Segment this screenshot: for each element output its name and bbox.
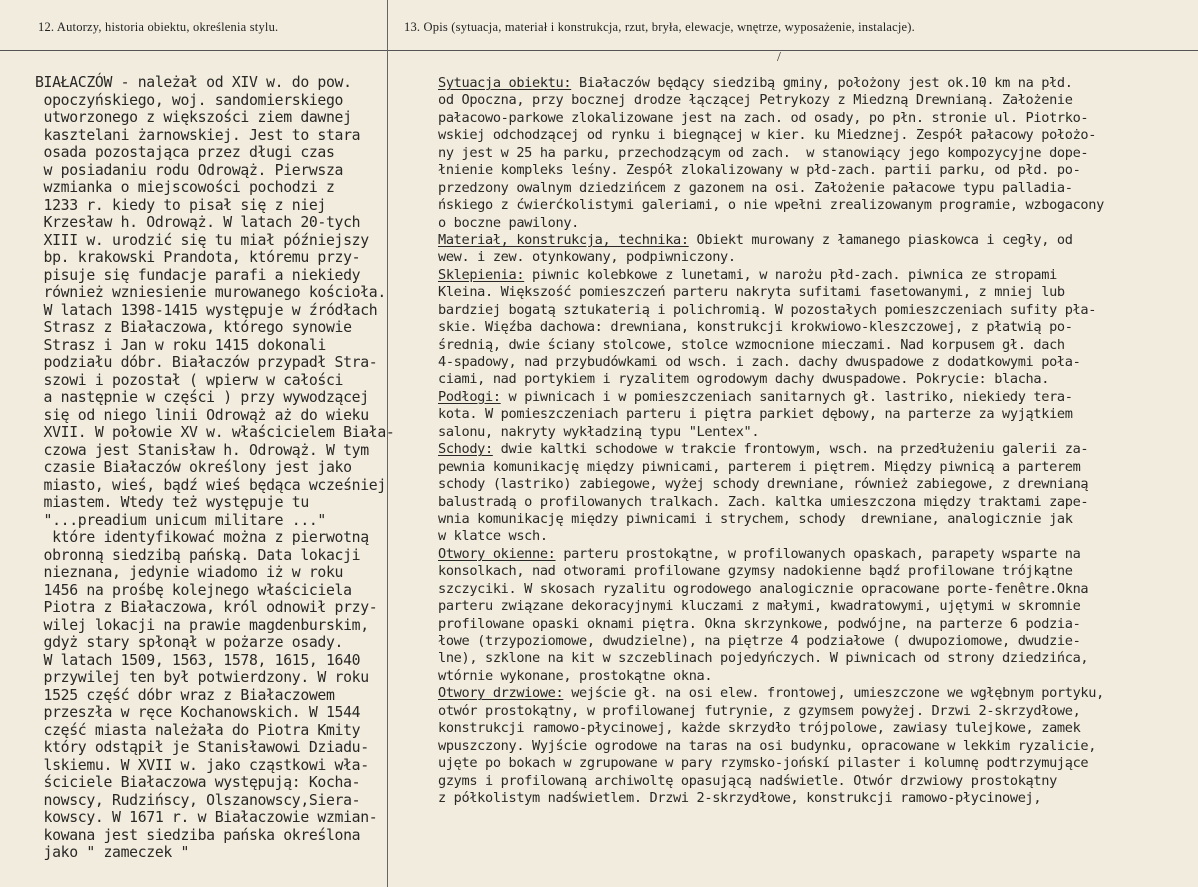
description-text: bardziej bogatą sztukaterią i polichromią. W pozostałych pomieszczeniach sufity pła- [438,301,1097,318]
description-text: w piwnicach i w pomieszczeniach sanitarnych gł. lastriko, niekiedy tera- [500,388,1073,405]
description-line [438,232,1104,249]
history-line: osada pozostająca przez długi czas [35,144,335,161]
description-text: wpuszczony. Wyjście ogrodowe na taras na osi budynku, opracowane w lekkim ryzalicie, [438,737,1097,754]
description-text: łowe (trzypoziomowe, dwudzielne), na piętrze 4 podziałowe ( dwupoziomowe, dwudzie- [438,633,1081,649]
description-text: otwór prostokątny, w profilowanej futrynie, z gzymsem powyżej. Drzwi 2-skrzydłowe, [438,702,1081,719]
history-line: 1456 na prośbę kolejnego właściciela [35,581,352,599]
history-line: pisuje się fundacje parafi a niekiedy [35,266,361,284]
description-line [438,424,1104,441]
description-text: w klatce wsch. [438,528,548,545]
history-column [35,74,394,862]
description-line [438,738,1104,755]
description-text: ciami, nad portykiem i ryzalitem ogrodowym dachy dwuspadowe. Pokrycie: blacha. [438,371,1050,388]
history-line: ściciele Białaczowa występują: Kocha- [35,774,361,791]
description-line [438,511,1104,528]
section-13-heading: 13. Opis (sytuacja, materiał i konstrukcja, rzut, bryła, elewacje, wnętrze, wyposażenie, instalacje). [404,20,915,34]
section-subheading: Schody: [438,441,493,458]
description-text: szczyciki. W skosach ryzalitu ogrodowego analogicznie opracowane porte-fenêtre.Okna [438,580,1089,597]
description-text: skie. Więźba dachowa: drewniana, konstrukcji krokwiowo-kleszczowej, z płatwią po- [438,319,1073,336]
description-line [438,197,1104,214]
history-line: który odstąpił je Stanisławowi Dziadu- [35,739,369,756]
description-text: konsolkach, nad otworami profilowane gzymsy nadokienne bądź profilowane trójkątne [438,563,1073,580]
history-line: które identyfikować można z pierwotną [35,529,369,546]
description-line [438,546,1104,563]
description-text: ny jest w 25 ha parku, przechodzącym od zach. w stanowiący jego kompozycyjne dope- [438,144,1089,161]
description-line [438,650,1104,667]
history-line: 1525 część dóbr wraz z Białaczowem [35,686,335,704]
description-column [438,75,1104,807]
description-line [438,215,1104,232]
history-line: szowi i pozostał ( wpierw w całości [35,371,344,389]
history-line: czowa jest Stanisław h. Odrowąż. W tym [35,441,369,459]
description-text: wskiej odchodzącej od rynku i biegnącej w kier. ku Miedznej. Zespół pałacowy położo- [438,127,1097,144]
description-text: średnią, dwie ściany stolcowe, stolce wzmocnione mieczami. Nad korpusem gł. dach [438,336,1065,353]
section-subheading: Sytuacja obiektu: [438,75,572,91]
section-12-heading: 12. Autorzy, historia obiektu, określenia stylu. [38,20,279,34]
history-line: XIII w. urodzić się tu miał późniejszy [35,231,369,249]
history-line: miastem. Wtedy też występuje tu [35,494,309,511]
description-line [438,685,1104,702]
description-text: balustradą o profilowanych tralkach. Zach. kaltka umieszczona między traktami zape- [438,493,1089,510]
description-line [438,110,1104,127]
description-line [438,459,1104,476]
history-line: kowscy. W 1671 r. w Białaczowie wzmian- [35,809,378,826]
history-line: się od niego linii Odrowąż aż do wieku [35,406,369,424]
description-text: konstrukcji ramowo-płycinowej, każde skrzydło trójpolowe, zawiasy tulejkowe, zamek [438,720,1081,737]
description-text: przedzony owalnym dziedzińcem z gazonem na osi. Założenie pałacowe typu palladia- [438,179,1073,196]
description-line [438,598,1104,615]
description-text: lne), szklone na kit w szczeblinach pojedyńczych. W piwnicach od strony dziedzińca, [438,650,1089,667]
description-line [438,773,1104,790]
description-text: dwie kaltki schodowe w trakcie frontowym, wsch. na przedłużeniu galerii za- [492,441,1089,458]
description-line [438,581,1104,598]
description-text: parteru prostokątne, w profilowanych opaskach, parapety wsparte na [555,545,1081,562]
description-line [438,162,1104,179]
history-line: kowana jest siedziba pańska określona [35,826,361,844]
description-line [438,302,1104,319]
history-line: "...preadium unicum militare ..." [35,511,326,529]
description-text: kota. W pomieszczeniach parteru i piętra parkiet dębowy, na parterze za wyjątkiem [438,406,1073,423]
description-line [438,354,1104,371]
description-line [438,145,1104,162]
history-line: nowscy, Rudzińscy, Olszanowscy,Siera- [35,791,361,809]
history-line: W latach 1398-1415 występuje w źródłach [35,301,378,319]
description-line [438,441,1104,458]
description-line [438,720,1104,737]
description-line [438,406,1104,423]
history-line: podziału dóbr. Białaczów przypadł Stra- [35,354,378,371]
description-text: 4-spadowy, nad przybudówkami od wsch. i zach. dachy dwuspadowe z dodatkowymi poła- [438,354,1081,370]
description-text: parteru związane dekoracyjnymi kluczami z małymi, kwadratowymi, ujętymi w skromnie [438,598,1081,615]
description-line [438,267,1104,284]
history-line: przeszła w ręce Kochanowskich. W 1544 [35,704,361,721]
description-text: schody (lastriko) zabiegowe, wyżej schody drewniane, również zabiegowe, z drewnianą [438,476,1089,493]
description-line [438,180,1104,197]
history-line: BIAŁACZÓW - należał od XIV w. do pow. [35,74,352,91]
description-text: z półkolistym nadświetlem. Drzwi 2-skrzydłowe, konstrukcji ramowo-płycinowej, [438,789,1042,806]
description-text: piwnic kolebkowe z lunetami, w narożu płd-zach. piwnica ze stropami [524,266,1057,283]
description-text: pewnia komunikację między piwnicami, parterem i piętrem. Między piwnicą a parterem [438,458,1081,475]
description-line [438,371,1104,388]
description-line [438,755,1104,772]
description-text: wejście gł. na osi elew. frontowej, umieszczone we wgłębnym portyku, [563,685,1104,702]
description-line [438,127,1104,144]
description-text: gzyms i profilowaną archiwoltę opasującą nadświetle. Otwór drzwiowy prostokątny [438,772,1057,789]
description-line [438,703,1104,720]
history-line: Strasz i Jan w roku 1415 dokonali [35,336,326,354]
history-line: nieznana, jedynie wiadomo iż w roku [35,564,344,581]
form-header [0,0,1198,51]
history-line: czasie Białaczów określony jest jako [35,459,352,476]
history-line: Strasz z Białaczowa, którego synowie [35,319,352,336]
section-subheading: Sklepienia: [438,266,525,283]
description-text: o boczne pawilony. [438,214,580,231]
section-subheading: Otwory drzwiowe: [438,685,564,702]
history-line: obronną siedzibą pańską. Data lokacji [35,546,361,564]
history-line: a następnie w części ) przy wywodzącej [35,389,369,406]
description-line [438,790,1104,807]
description-text: ńskiego z ćwierćkolistymi galeriami, o nie wpełni zrealizowanym programie, wzbogacony [438,197,1104,214]
description-text: ujęte po bokach w zgrupowane w pary rzymsko-jońskí pilaster i kolumnę podtrzymujące [438,755,1089,772]
history-line: utworzonego z większości ziem dawnej [35,109,352,126]
history-line: wilej lokacji na prawie magdenburskim, [35,616,369,634]
history-line: bp. krakowski Prandota, któremu przy- [35,249,361,266]
history-line: gdyż stary spłonął w pożarze osady. [35,634,344,651]
description-text: Białaczów będący siedzibą gminy, położony jest ok.10 km na płd. [571,75,1073,91]
history-line: XVII. W połowie XV w. właścicielem Biała- [35,424,395,441]
section-subheading: Podłogi: [438,388,501,405]
history-line: również wzniesienie murowanego kościoła. [35,284,386,301]
description-text: pałacowo-parkowe zlokalizowane jest na zach. od osady, po płn. stronie ul. Piotrko- [438,109,1089,126]
section-subheading: Materiał, konstrukcja, technika: [438,231,689,248]
description-line [438,563,1104,580]
history-line: przywilej ten był potwierdzony. W roku [35,669,369,686]
description-line [438,75,1104,92]
history-line: opoczyńskiego, woj. sandomierskiego [35,91,344,109]
history-line: miasto, wieś, bądź wieś będąca wcześniej [35,476,386,494]
description-line [438,92,1104,109]
history-line: w posiadaniu rodu Odrowąż. Pierwsza [35,161,344,179]
description-line [438,616,1104,633]
history-line: 1233 r. kiedy to pisał się z niej [35,196,326,214]
description-text: wnia komunikację między piwnicami i strychem, schody drewniane, analogicznie jak [438,510,1073,527]
history-line: W latach 1509, 1563, 1578, 1615, 1640 [35,651,361,669]
description-text: wtórnie wykonane, prostokątne okna. [438,667,713,684]
description-text: salonu, nakryty wykładziną typu "Lentex". [438,423,760,440]
history-line: wzmianka o miejscowości pochodzi z [35,179,335,196]
description-line [438,337,1104,354]
history-line: część miasta należała do Piotra Kmity [35,721,361,739]
description-line [438,389,1104,406]
description-text: profilowane opaski oknami piętra. Okna skrzynkowe, podwójne, na parterze 6 podzia- [438,615,1081,632]
description-line [438,668,1104,685]
description-text: Obiekt murowany z łamanego piaskowca i cegły, od [688,231,1073,248]
description-text: wew. i zew. otynkowany, podpiwniczony. [438,249,736,266]
description-line [438,528,1104,545]
description-line [438,284,1104,301]
history-line: lskiemu. W XVII w. jako cząstkowi wła- [35,756,369,774]
description-line [438,494,1104,511]
history-line: jako " zameczek " [35,844,190,861]
history-line: kasztelani żarnowskiej. Jest to stara [35,126,361,144]
description-line [438,319,1104,336]
description-line [438,476,1104,493]
history-line: Piotra z Białaczowa, król odnowił przy- [35,599,378,616]
history-line: Krzesław h. Odrowąż. W latach 20-tych [35,214,361,231]
section-subheading: Otwory okienne: [438,545,556,562]
page-mark: / [777,50,781,65]
description-text: od Opoczna, przy bocznej drodze łączącej Petrykozy z Miedzną Drewnianą. Założenie [438,92,1073,109]
description-line [438,249,1104,266]
description-text: łnienie kompleks leśny. Zespół zlokalizowany w płd-zach. partii parku, od płd. po- [438,162,1081,179]
description-text: Kleina. Większość pomieszczeń parteru nakryta sufitami fasetowanymi, z mniej lub [438,284,1065,301]
description-line [438,633,1104,650]
